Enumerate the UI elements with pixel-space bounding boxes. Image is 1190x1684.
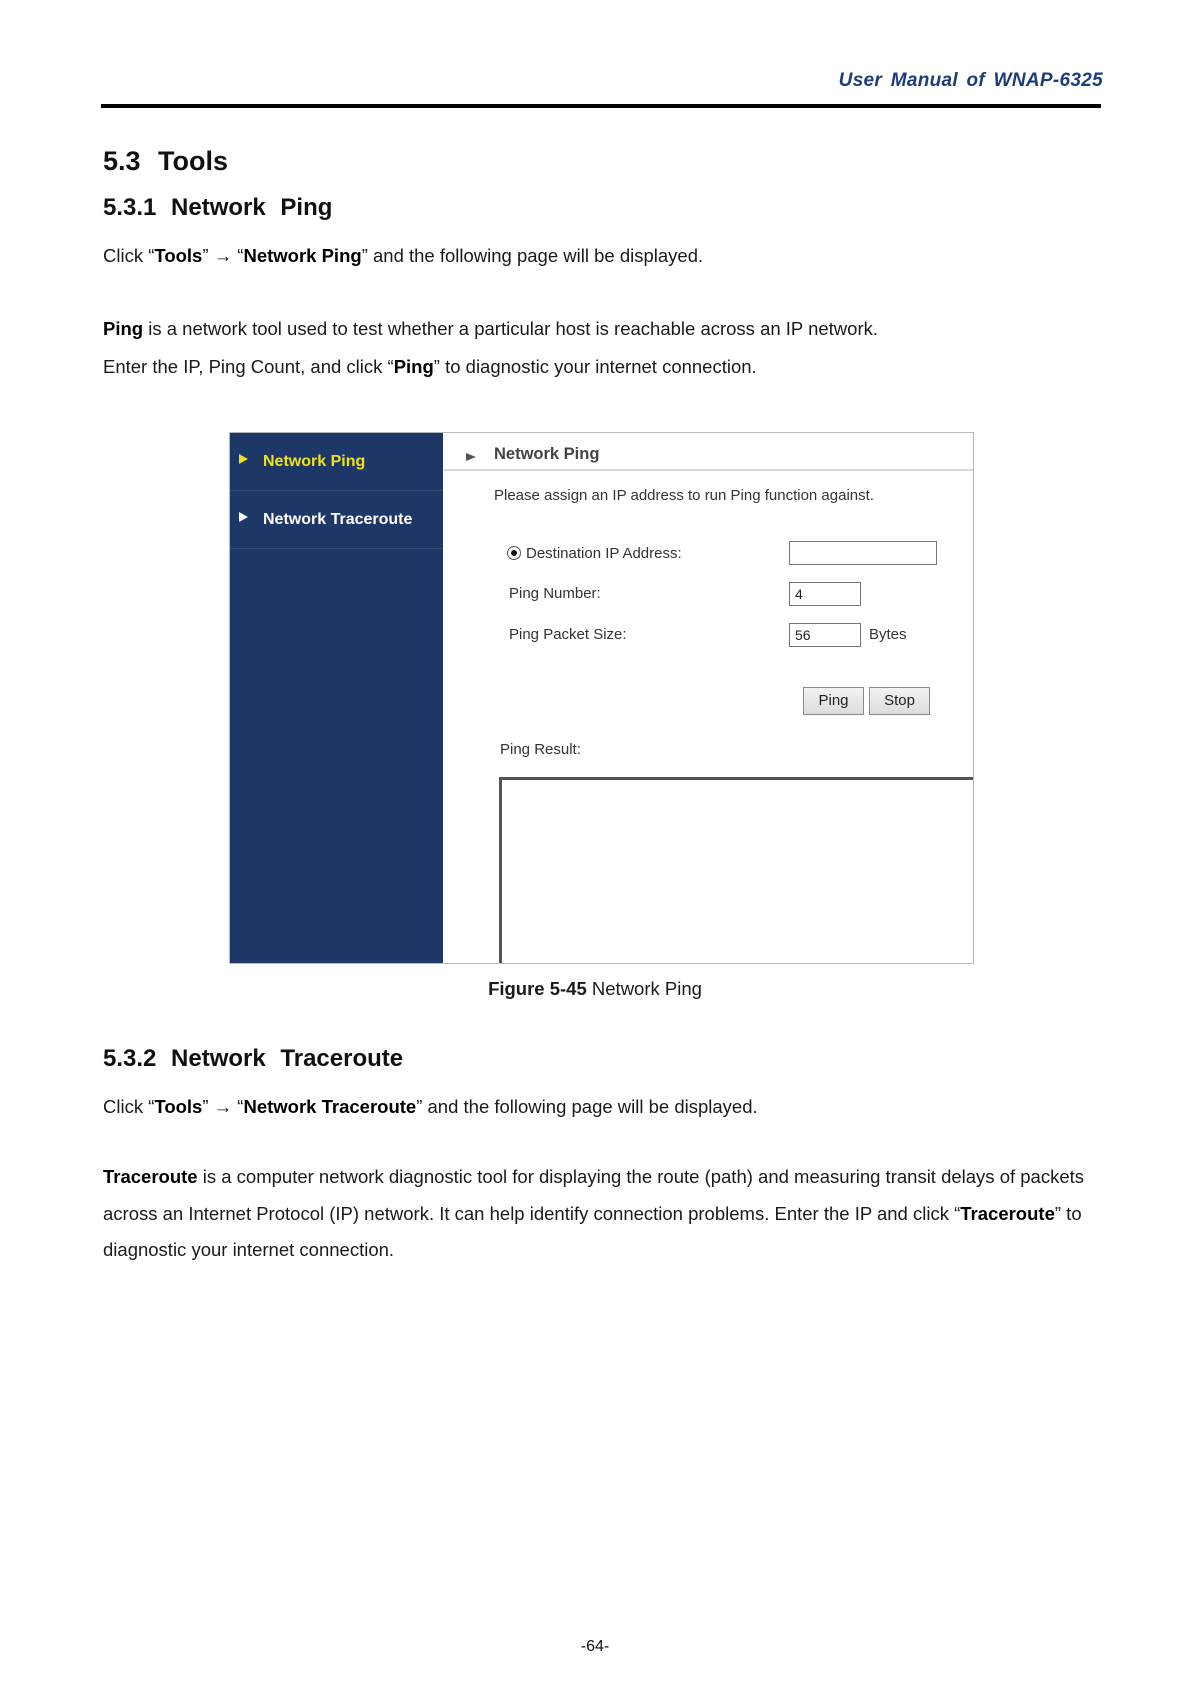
ping-button[interactable]: Ping	[803, 687, 864, 715]
manual-header-title: User Manual of WNAP-6325	[838, 70, 1103, 91]
sidebar-item-network-traceroute[interactable]	[230, 491, 443, 549]
arrow-right-icon	[466, 453, 476, 461]
arrow-right-icon	[239, 512, 248, 522]
ping-number-input[interactable]: 4	[789, 582, 861, 606]
subsection-heading-network-traceroute: 5.3.2 Network Traceroute	[103, 1045, 404, 1072]
ping-result-textarea[interactable]	[499, 777, 973, 963]
paragraph-click-tools-traceroute: Click “Tools” → “Network Traceroute” and the following page will be displayed.	[103, 1096, 758, 1117]
subsection-heading-network-ping: 5.3.1 Network Ping	[103, 194, 333, 221]
stop-button[interactable]: Stop	[869, 687, 930, 715]
network-ping-panel	[444, 433, 973, 963]
sidebar-item-network-ping[interactable]	[230, 433, 443, 491]
tools-sidebar	[230, 433, 443, 963]
figure-caption: Figure 5-45 Network Ping	[488, 978, 702, 999]
header-divider	[101, 104, 1101, 108]
panel-title: Network Ping	[494, 445, 600, 463]
ping-instruction-text: Please assign an IP address to run Ping function against.	[494, 487, 874, 504]
destination-ip-input[interactable]	[789, 541, 937, 565]
packet-size-label: Ping Packet Size:	[509, 626, 627, 643]
network-ping-figure	[229, 432, 974, 964]
destination-ip-radio[interactable]	[507, 546, 521, 560]
panel-title-bar	[444, 433, 973, 471]
paragraph-ping-instructions: Enter the IP, Ping Count, and click “Ping” to diagnostic your internet connection.	[103, 356, 757, 377]
paragraph-ping-description: Ping is a network tool used to test whether a particular host is reachable across an IP network.	[103, 318, 878, 339]
sidebar-item-label: Network Ping	[263, 453, 366, 470]
sidebar-item-label: Network Traceroute	[263, 511, 413, 528]
destination-ip-label: Destination IP Address:	[526, 545, 682, 562]
paragraph-traceroute-description: Traceroute is a computer network diagnostic tool for displaying the route (path) and measuring transit delays of packets across an Internet Protocol (IP) network. It can help identify connection problems. Enter the IP and click “Traceroute” to diagnostic your internet connection.	[103, 1166, 1085, 1260]
ping-number-label: Ping Number:	[509, 585, 601, 602]
packet-size-unit: Bytes	[869, 626, 907, 643]
section-heading: 5.3 Tools	[103, 146, 229, 176]
arrow-right-icon	[239, 454, 248, 464]
page-number: -64-	[580, 1638, 610, 1655]
paragraph-click-tools-ping: Click “Tools” → “Network Ping” and the following page will be displayed.	[103, 245, 704, 266]
packet-size-input[interactable]: 56	[789, 623, 861, 647]
ping-result-label: Ping Result:	[500, 741, 581, 758]
